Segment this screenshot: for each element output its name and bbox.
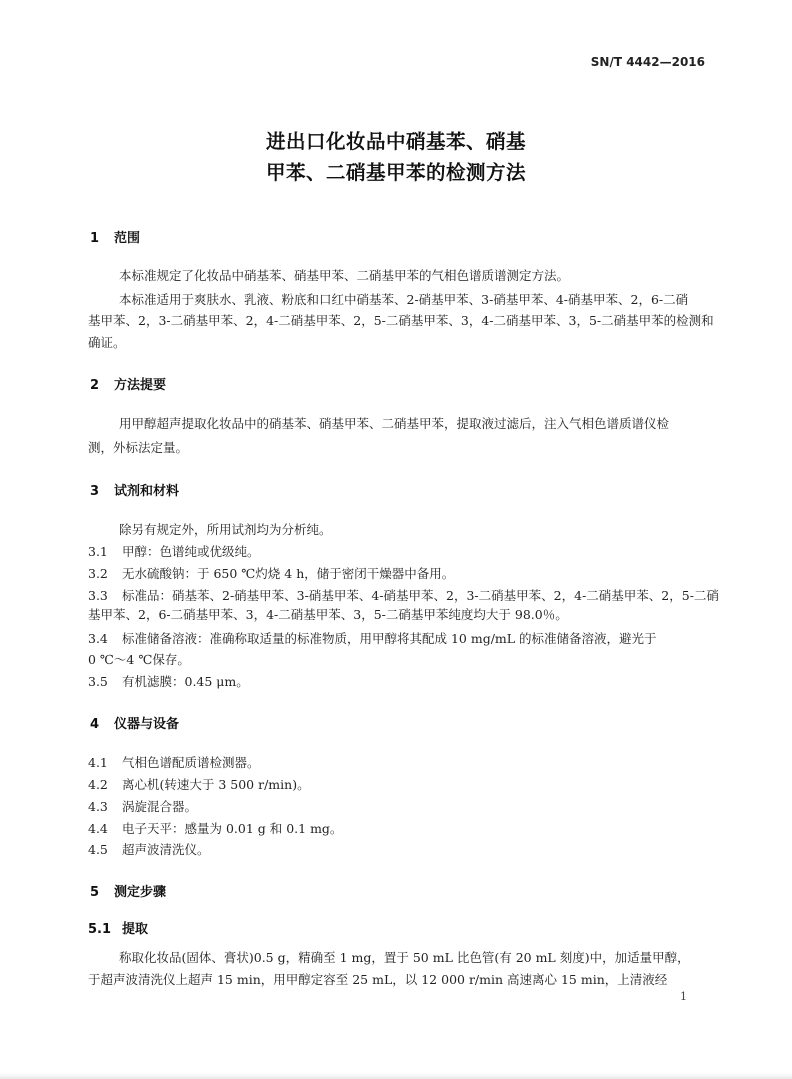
item-text: 超声波清洗仪。 bbox=[122, 842, 210, 857]
item-text: 气相色谱配质谱检测器。 bbox=[122, 755, 260, 770]
section-title: 试剂和材料 bbox=[114, 484, 180, 499]
paragraph-line: 本标准适用于爽肤水、乳液、粉底和口红中硝基苯、2-硝基甲苯、3-硝基甲苯、4-硝基甲苯、2，6-二硝 bbox=[119, 292, 689, 307]
item-text: 无水硫酸钠：于 650 ℃灼烧 4 h，储于密闭干燥器中备用。 bbox=[122, 566, 455, 581]
list-item bbox=[88, 564, 454, 582]
paragraph-line: 除另有规定外，所用试剂均为分析纯。 bbox=[119, 522, 332, 537]
section-number: 5 bbox=[90, 885, 100, 900]
paragraph-line: 本标准规定了化妆品中硝基苯、硝基甲苯、二硝基甲苯的气相色谱质谱测定方法。 bbox=[119, 268, 570, 283]
paragraph-line: 基甲苯、2，6-二硝基甲苯、3，4-二硝基甲苯、3，5-二硝基甲苯纯度均大于 98.0％。 bbox=[88, 607, 568, 622]
item-number: 3.2 bbox=[88, 566, 108, 581]
paragraph-line: 于超声波清洗仪上超声 15 min，用甲醇定容至 25 mL，以 12 000 r/min 高速离心 15 min，上清液经 bbox=[88, 972, 668, 987]
item-number: 4.4 bbox=[88, 821, 108, 836]
section-title: 仪器与设备 bbox=[114, 717, 180, 732]
paragraph-line: 用甲醇超声提取化妆品中的硝基苯、硝基甲苯、二硝基甲苯，提取液过滤后，注入气相色谱质谱仪检 bbox=[119, 416, 670, 431]
page-number: 1 bbox=[680, 990, 687, 1003]
section-title: 方法提要 bbox=[114, 378, 167, 393]
standard-code: SN/T 4442—2016 bbox=[590, 55, 705, 69]
paragraph-line: 0 ℃～4 ℃保存。 bbox=[88, 652, 190, 667]
item-number: 4.5 bbox=[88, 842, 108, 857]
paragraph-line: 确证。 bbox=[88, 335, 126, 350]
list-item bbox=[88, 672, 249, 690]
item-text: 涡旋混合器。 bbox=[122, 799, 198, 814]
subsection-title: 提取 bbox=[122, 922, 149, 937]
item-number: 3.5 bbox=[88, 674, 108, 689]
section-title: 测定步骤 bbox=[114, 885, 167, 900]
list-item bbox=[88, 586, 719, 604]
item-number: 3.1 bbox=[88, 544, 108, 559]
paragraph-line: 基甲苯、2，3-二硝基甲苯、2，4-二硝基甲苯、2，5-二硝基甲苯、3，4-二硝基甲苯、3，5-二硝基甲苯的检测和 bbox=[88, 313, 714, 328]
section-number: 1 bbox=[90, 231, 100, 246]
item-number: 3.4 bbox=[88, 631, 108, 646]
item-text: 离心机(转速大于 3 500 r/min)。 bbox=[122, 777, 310, 792]
list-item bbox=[88, 840, 210, 858]
paragraph-line: 测，外标法定量。 bbox=[88, 440, 189, 455]
section-2-heading bbox=[90, 374, 166, 393]
list-item bbox=[88, 542, 260, 560]
section-number: 4 bbox=[90, 717, 100, 732]
item-text: 有机滤膜：0.45 μm。 bbox=[122, 674, 249, 689]
list-item bbox=[88, 629, 657, 647]
item-text: 甲醇：色谱纯或优级纯。 bbox=[122, 544, 260, 559]
section-number: 3 bbox=[90, 484, 100, 499]
item-number: 4.2 bbox=[88, 777, 108, 792]
document-title-line1: 进出口化妆品中硝基苯、硝基 bbox=[265, 130, 526, 153]
item-text: 电子天平：感量为 0.01 g 和 0.1 mg。 bbox=[122, 821, 343, 836]
subsection-number: 5.1 bbox=[88, 922, 112, 937]
list-item bbox=[88, 819, 342, 837]
section-4-heading bbox=[90, 713, 179, 732]
item-text: 标准储备溶液：准确称取适量的标准物质，用甲醇将其配成 10 mg/mL 的标准储备溶液，避光于 bbox=[122, 631, 657, 646]
list-item bbox=[88, 775, 310, 793]
item-number: 3.3 bbox=[88, 588, 108, 603]
document-title-line2: 甲苯、二硝基甲苯的检测方法 bbox=[265, 161, 526, 184]
subsection-5-1-heading bbox=[88, 918, 148, 937]
section-number: 2 bbox=[90, 378, 100, 393]
section-1-heading bbox=[90, 227, 140, 246]
section-3-heading bbox=[90, 480, 179, 499]
paragraph-line: 称取化妆品(固体、膏状)0.5 g，精确至 1 mg，置于 50 mL 比色管(有 20 mL 刻度)中，加适量甲醇， bbox=[119, 950, 690, 965]
list-item bbox=[88, 797, 197, 815]
section-title: 范围 bbox=[114, 231, 141, 246]
item-number: 4.1 bbox=[88, 755, 108, 770]
list-item bbox=[88, 753, 260, 771]
scan-edge-shadow bbox=[0, 1073, 792, 1079]
section-5-heading bbox=[90, 881, 166, 900]
item-text: 标准品：硝基苯、2-硝基甲苯、3-硝基甲苯、4-硝基甲苯、2，3-二硝基甲苯、2，4-二硝基甲苯、2，5-二硝 bbox=[122, 588, 719, 603]
item-number: 4.3 bbox=[88, 799, 108, 814]
